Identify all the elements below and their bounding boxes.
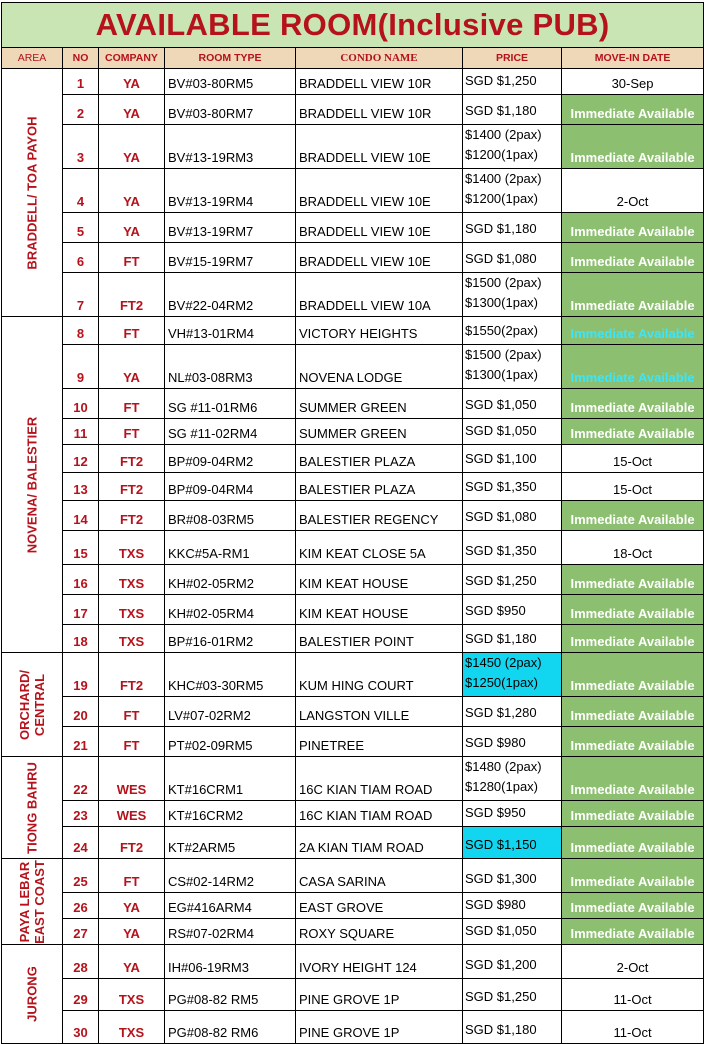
move-in-date-cell: Immediate Available	[562, 317, 704, 345]
row-number-cell: 29	[63, 979, 99, 1011]
table-row	[2, 69, 704, 95]
row-number-cell: 16	[63, 565, 99, 595]
table-row	[2, 653, 704, 697]
condo-name-cell: BRADDELL VIEW 10E	[296, 213, 463, 243]
company-code-cell: FT	[99, 419, 165, 445]
move-in-date-cell: Immediate Available	[562, 273, 704, 317]
row-number-cell: 15	[63, 531, 99, 565]
price-cell: SGD $1,350	[463, 473, 562, 501]
company-code-cell: FT2	[99, 473, 165, 501]
row-number-cell: 7	[63, 273, 99, 317]
company-code-cell: YA	[99, 69, 165, 95]
move-in-date-cell: Immediate Available	[562, 565, 704, 595]
header-condo-name: CONDO NAME	[296, 48, 463, 69]
price-cell: SGD $1,050	[463, 389, 562, 419]
company-code-cell: YA	[99, 125, 165, 169]
price-cell: SGD $1,350	[463, 531, 562, 565]
row-number-cell: 25	[63, 859, 99, 893]
area-label-cell	[2, 945, 63, 1044]
room-type-cell: BP#09-04RM2	[165, 445, 296, 473]
table-row	[2, 345, 704, 389]
condo-name-cell: 16C KIAN TIAM ROAD	[296, 757, 463, 801]
move-in-date-cell: Immediate Available	[562, 625, 704, 653]
move-in-date-cell: 15-Oct	[562, 473, 704, 501]
table-row	[2, 1011, 704, 1044]
condo-name-cell: PINETREE	[296, 727, 463, 757]
table-row	[2, 979, 704, 1011]
price-cell: $1500 (2pax) $1300(1pax)	[463, 345, 562, 389]
room-type-cell: NL#03-08RM3	[165, 345, 296, 389]
company-code-cell: FT	[99, 389, 165, 419]
price-cell: $1400 (2pax) $1200(1pax)	[463, 169, 562, 213]
condo-name-cell: BALESTIER POINT	[296, 625, 463, 653]
row-number-cell: 28	[63, 945, 99, 979]
condo-name-cell: KIM KEAT CLOSE 5A	[296, 531, 463, 565]
table-row	[2, 757, 704, 801]
company-code-cell: TXS	[99, 595, 165, 625]
company-code-cell: YA	[99, 169, 165, 213]
row-number-cell: 2	[63, 95, 99, 125]
table-row	[2, 727, 704, 757]
room-type-cell: BV#22-04RM2	[165, 273, 296, 317]
condo-name-cell: 16C KIAN TIAM ROAD	[296, 801, 463, 827]
row-number-cell: 11	[63, 419, 99, 445]
room-type-cell: BV#15-19RM7	[165, 243, 296, 273]
price-cell: SGD $980	[463, 893, 562, 919]
table-row	[2, 125, 704, 169]
area-label-cell	[2, 653, 63, 757]
condo-name-cell: BALESTIER PLAZA	[296, 445, 463, 473]
table-row	[2, 501, 704, 531]
move-in-date-cell: 2-Oct	[562, 169, 704, 213]
move-in-date-cell: Immediate Available	[562, 389, 704, 419]
room-type-cell: EG#416ARM4	[165, 893, 296, 919]
condo-name-cell: KIM KEAT HOUSE	[296, 565, 463, 595]
row-number-cell: 24	[63, 827, 99, 859]
company-code-cell: TXS	[99, 565, 165, 595]
row-number-cell: 17	[63, 595, 99, 625]
room-type-cell: LV#07-02RM2	[165, 697, 296, 727]
room-type-cell: KHC#03-30RM5	[165, 653, 296, 697]
price-cell: SGD $950	[463, 595, 562, 625]
header-price: PRICE	[463, 48, 562, 69]
company-code-cell: WES	[99, 801, 165, 827]
company-code-cell: YA	[99, 95, 165, 125]
row-number-cell: 5	[63, 213, 99, 243]
room-type-cell: SG #11-01RM6	[165, 389, 296, 419]
table-row	[2, 919, 704, 945]
company-code-cell: TXS	[99, 979, 165, 1011]
row-number-cell: 22	[63, 757, 99, 801]
row-number-cell: 8	[63, 317, 99, 345]
row-number-cell: 21	[63, 727, 99, 757]
price-cell: SGD $1,280	[463, 697, 562, 727]
area-label: TIONG BAHRU	[24, 761, 40, 854]
room-type-cell: BV#03-80RM7	[165, 95, 296, 125]
move-in-date-cell: Immediate Available	[562, 697, 704, 727]
condo-name-cell: ROXY SQUARE	[296, 919, 463, 945]
company-code-cell: FT2	[99, 653, 165, 697]
company-code-cell: FT	[99, 317, 165, 345]
price-cell: SGD $1,250	[463, 979, 562, 1011]
condo-name-cell: BRADDELL VIEW 10E	[296, 243, 463, 273]
price-cell: SGD $1,180	[463, 95, 562, 125]
price-cell: SGD $1,100	[463, 445, 562, 473]
header-area: AREA	[2, 48, 63, 69]
row-number-cell: 13	[63, 473, 99, 501]
room-type-cell: KT#16CRM1	[165, 757, 296, 801]
title-row	[2, 3, 704, 48]
room-type-cell: RS#07-02RM4	[165, 919, 296, 945]
move-in-date-cell: Immediate Available	[562, 757, 704, 801]
price-cell: SGD $1,180	[463, 213, 562, 243]
row-number-cell: 3	[63, 125, 99, 169]
table-row	[2, 945, 704, 979]
company-code-cell: YA	[99, 919, 165, 945]
move-in-date-cell: 15-Oct	[562, 445, 704, 473]
row-number-cell: 26	[63, 893, 99, 919]
area-label: BRADDELL/ TOA PAYOH	[24, 115, 40, 270]
condo-name-cell: BRADDELL VIEW 10R	[296, 69, 463, 95]
move-in-date-cell: Immediate Available	[562, 919, 704, 945]
move-in-date-cell: Immediate Available	[562, 595, 704, 625]
company-code-cell: FT2	[99, 501, 165, 531]
price-cell: $1400 (2pax) $1200(1pax)	[463, 125, 562, 169]
room-type-cell: CS#02-14RM2	[165, 859, 296, 893]
price-cell: SGD $1,080	[463, 501, 562, 531]
price-cell: SGD $1,050	[463, 419, 562, 445]
move-in-date-cell: 11-Oct	[562, 1011, 704, 1044]
company-code-cell: FT2	[99, 273, 165, 317]
room-type-cell: BV#13-19RM4	[165, 169, 296, 213]
move-in-date-cell: Immediate Available	[562, 419, 704, 445]
room-type-cell: KH#02-05RM2	[165, 565, 296, 595]
price-cell: SGD $1,180	[463, 1011, 562, 1044]
move-in-date-cell: Immediate Available	[562, 213, 704, 243]
condo-name-cell: PINE GROVE 1P	[296, 979, 463, 1011]
move-in-date-cell: Immediate Available	[562, 727, 704, 757]
condo-name-cell: BRADDELL VIEW 10A	[296, 273, 463, 317]
header-no: NO	[63, 48, 99, 69]
condo-name-cell: VICTORY HEIGHTS	[296, 317, 463, 345]
header-move-in-date: MOVE-IN DATE	[562, 48, 704, 69]
room-type-cell: KT#2ARM5	[165, 827, 296, 859]
condo-name-cell: KUM HING COURT	[296, 653, 463, 697]
row-number-cell: 14	[63, 501, 99, 531]
room-type-cell: PG#08-82 RM5	[165, 979, 296, 1011]
move-in-date-cell: Immediate Available	[562, 345, 704, 389]
condo-name-cell: PINE GROVE 1P	[296, 1011, 463, 1044]
price-cell: SGD $1,250	[463, 69, 562, 95]
table-row	[2, 213, 704, 243]
room-type-cell: KH#02-05RM4	[165, 595, 296, 625]
table-row	[2, 625, 704, 653]
row-number-cell: 6	[63, 243, 99, 273]
move-in-date-cell: 11-Oct	[562, 979, 704, 1011]
table-row	[2, 95, 704, 125]
room-type-cell: KKC#5A-RM1	[165, 531, 296, 565]
company-code-cell: YA	[99, 213, 165, 243]
room-type-cell: BV#03-80RM5	[165, 69, 296, 95]
area-label-cell	[2, 317, 63, 653]
price-cell: $1450 (2pax) $1250(1pax)	[463, 653, 562, 697]
room-type-cell: IH#06-19RM3	[165, 945, 296, 979]
company-code-cell: TXS	[99, 625, 165, 653]
header-room-type: ROOM TYPE	[165, 48, 296, 69]
company-code-cell: WES	[99, 757, 165, 801]
price-cell: SGD $1,050	[463, 919, 562, 945]
price-cell: SGD $1,080	[463, 243, 562, 273]
price-cell: SGD $1,180	[463, 625, 562, 653]
company-code-cell: FT2	[99, 827, 165, 859]
company-code-cell: TXS	[99, 531, 165, 565]
row-number-cell: 4	[63, 169, 99, 213]
price-cell: SGD $1,300	[463, 859, 562, 893]
company-code-cell: FT	[99, 697, 165, 727]
condo-name-cell: NOVENA LODGE	[296, 345, 463, 389]
company-code-cell: FT2	[99, 445, 165, 473]
price-cell: SGD $1,200	[463, 945, 562, 979]
table-row	[2, 243, 704, 273]
table-row	[2, 859, 704, 893]
room-type-cell: KT#16CRM2	[165, 801, 296, 827]
condo-name-cell: BALESTIER PLAZA	[296, 473, 463, 501]
company-code-cell: FT	[99, 727, 165, 757]
table-row	[2, 317, 704, 345]
move-in-date-cell: Immediate Available	[562, 827, 704, 859]
condo-name-cell: LANGSTON VILLE	[296, 697, 463, 727]
row-number-cell: 27	[63, 919, 99, 945]
sheet-title: AVAILABLE ROOM(Inclusive PUB)	[2, 3, 704, 48]
header-company: COMPANY	[99, 48, 165, 69]
room-type-cell: BR#08-03RM5	[165, 501, 296, 531]
condo-name-cell: BRADDELL VIEW 10E	[296, 125, 463, 169]
room-type-cell: BP#09-04RM4	[165, 473, 296, 501]
company-code-cell: FT	[99, 859, 165, 893]
row-number-cell: 12	[63, 445, 99, 473]
price-cell: SGD $1,250	[463, 565, 562, 595]
condo-name-cell: BALESTIER REGENCY	[296, 501, 463, 531]
header-row	[2, 48, 704, 69]
table-row	[2, 893, 704, 919]
price-cell: SGD $1,150	[463, 827, 562, 859]
table-row	[2, 801, 704, 827]
room-type-cell: VH#13-01RM4	[165, 317, 296, 345]
condo-name-cell: 2A KIAN TIAM ROAD	[296, 827, 463, 859]
room-type-cell: SG #11-02RM4	[165, 419, 296, 445]
room-type-cell: BV#13-19RM3	[165, 125, 296, 169]
row-number-cell: 18	[63, 625, 99, 653]
price-cell: $1550(2pax)	[463, 317, 562, 345]
row-number-cell: 23	[63, 801, 99, 827]
room-type-cell: BV#13-19RM7	[165, 213, 296, 243]
condo-name-cell: KIM KEAT HOUSE	[296, 595, 463, 625]
move-in-date-cell: Immediate Available	[562, 125, 704, 169]
table-row	[2, 697, 704, 727]
condo-name-cell: SUMMER GREEN	[296, 389, 463, 419]
row-number-cell: 10	[63, 389, 99, 419]
move-in-date-cell: Immediate Available	[562, 801, 704, 827]
table-row	[2, 389, 704, 419]
area-label: PAYA LEBAR EAST COAST	[17, 859, 47, 944]
table-row	[2, 531, 704, 565]
condo-name-cell: CASA SARINA	[296, 859, 463, 893]
row-number-cell: 9	[63, 345, 99, 389]
move-in-date-cell: 30-Sep	[562, 69, 704, 95]
row-number-cell: 20	[63, 697, 99, 727]
row-number-cell: 19	[63, 653, 99, 697]
room-type-cell: PT#02-09RM5	[165, 727, 296, 757]
condo-name-cell: SUMMER GREEN	[296, 419, 463, 445]
company-code-cell: FT	[99, 243, 165, 273]
company-code-cell: YA	[99, 945, 165, 979]
move-in-date-cell: Immediate Available	[562, 243, 704, 273]
move-in-date-cell: Immediate Available	[562, 859, 704, 893]
condo-name-cell: BRADDELL VIEW 10R	[296, 95, 463, 125]
company-code-cell: YA	[99, 893, 165, 919]
condo-name-cell: IVORY HEIGHT 124	[296, 945, 463, 979]
area-label-cell	[2, 859, 63, 945]
condo-name-cell: BRADDELL VIEW 10E	[296, 169, 463, 213]
move-in-date-cell: 18-Oct	[562, 531, 704, 565]
move-in-date-cell: 2-Oct	[562, 945, 704, 979]
table-row	[2, 273, 704, 317]
table-row	[2, 565, 704, 595]
price-cell: SGD $950	[463, 801, 562, 827]
price-cell: $1500 (2pax) $1300(1pax)	[463, 273, 562, 317]
move-in-date-cell: Immediate Available	[562, 653, 704, 697]
room-type-cell: PG#08-82 RM6	[165, 1011, 296, 1044]
move-in-date-cell: Immediate Available	[562, 95, 704, 125]
company-code-cell: TXS	[99, 1011, 165, 1044]
area-label-cell	[2, 69, 63, 317]
row-number-cell: 30	[63, 1011, 99, 1044]
condo-name-cell: EAST GROVE	[296, 893, 463, 919]
table-row	[2, 595, 704, 625]
area-label: JURONG	[24, 966, 40, 1022]
room-type-cell: BP#16-01RM2	[165, 625, 296, 653]
available-room-table	[1, 2, 704, 1044]
area-label: NOVENA/ BALESTIER	[24, 416, 40, 553]
table-row	[2, 419, 704, 445]
move-in-date-cell: Immediate Available	[562, 893, 704, 919]
company-code-cell: YA	[99, 345, 165, 389]
table-row	[2, 473, 704, 501]
area-label-cell	[2, 757, 63, 859]
row-number-cell: 1	[63, 69, 99, 95]
table-row	[2, 445, 704, 473]
table-body	[2, 3, 704, 1044]
price-cell: $1480 (2pax) $1280(1pax)	[463, 757, 562, 801]
move-in-date-cell: Immediate Available	[562, 501, 704, 531]
table-row	[2, 827, 704, 859]
price-cell: SGD $980	[463, 727, 562, 757]
area-label: ORCHARD/ CENTRAL	[17, 669, 47, 740]
table-row	[2, 169, 704, 213]
